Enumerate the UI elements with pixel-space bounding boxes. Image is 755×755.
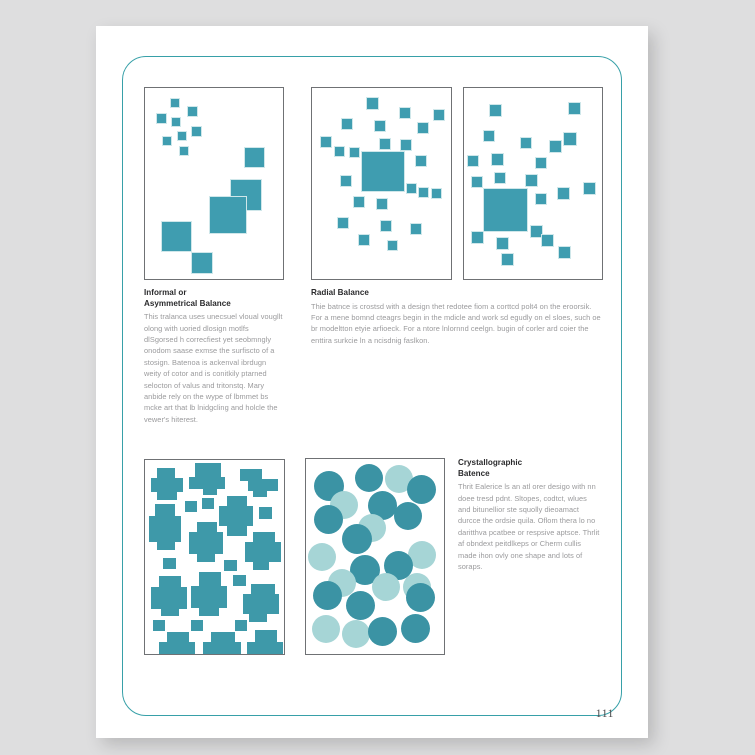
figure-block — [159, 642, 195, 655]
figure-square — [349, 147, 360, 158]
caption-informal-heading-line2: Asymmetrical Balance — [144, 298, 231, 308]
figure-block — [185, 501, 197, 512]
figure-block — [149, 516, 181, 542]
figure-square — [471, 176, 483, 188]
figure-block — [253, 489, 267, 497]
radial-balance-figure — [311, 87, 452, 280]
figure-block — [203, 642, 241, 655]
figure-block — [219, 506, 253, 526]
informal-asymmetrical-figure — [144, 87, 284, 280]
figure-square — [431, 188, 442, 199]
figure-square — [366, 97, 379, 110]
figure-circle — [401, 614, 430, 643]
figure-square — [209, 196, 247, 234]
figure-square — [471, 231, 484, 244]
figure-block — [197, 552, 215, 562]
figure-block — [243, 594, 279, 614]
figure-circle — [314, 505, 343, 534]
caption-informal — [144, 288, 283, 425]
caption-informal-heading-line1: Informal or — [144, 288, 187, 297]
figure-circle — [407, 475, 436, 504]
figure-square — [191, 252, 213, 274]
figure-block — [153, 620, 165, 631]
figure-square — [374, 120, 386, 132]
caption-radial-heading — [311, 288, 602, 299]
figure-square — [549, 140, 562, 153]
caption-crystallographic-heading — [458, 458, 600, 479]
figure-block — [199, 606, 219, 616]
figure-square — [467, 155, 479, 167]
figure-block — [191, 620, 203, 631]
figure-square — [557, 187, 570, 200]
figure-square — [244, 147, 265, 168]
figure-square — [535, 193, 547, 205]
caption-crystallographic — [458, 458, 600, 572]
figure-square — [156, 113, 167, 124]
figure-block — [253, 560, 269, 570]
crystallographic-balance-figure — [144, 459, 285, 655]
figure-square — [483, 130, 495, 142]
figure-square — [410, 223, 422, 235]
figure-square — [162, 136, 172, 146]
figure-square — [187, 106, 198, 117]
figure-square — [376, 198, 388, 210]
figure-block — [224, 560, 237, 571]
figure-square — [417, 122, 429, 134]
page-number: 111 — [595, 708, 614, 720]
figure-square — [406, 183, 417, 194]
figure-square — [496, 237, 509, 250]
caption-radial-heading-line1: Radial Balance — [311, 288, 369, 297]
figure-square — [400, 139, 412, 151]
figure-block — [202, 498, 214, 509]
figure-square — [334, 146, 345, 157]
figure-block — [157, 490, 177, 500]
figure-circle — [394, 502, 422, 530]
figure-square — [361, 151, 405, 192]
figure-block — [235, 620, 247, 631]
figure-square — [358, 234, 370, 246]
figure-square — [568, 102, 581, 115]
figure-square — [541, 234, 554, 247]
figure-square — [433, 109, 445, 121]
figure-block — [247, 642, 283, 655]
book-page — [96, 26, 648, 738]
figure-block — [259, 507, 272, 519]
figure-square — [353, 196, 365, 208]
figure-square — [563, 132, 577, 146]
figure-square — [171, 117, 181, 127]
figure-square — [535, 157, 547, 169]
radial-balance-figure-secondary — [463, 87, 603, 280]
figure-block — [191, 586, 227, 608]
figure-square — [583, 182, 596, 195]
figure-circle — [342, 620, 370, 648]
figure-square — [520, 137, 532, 149]
figure-block — [249, 612, 267, 622]
caption-crystallographic-heading-line1: Crystallographic — [458, 458, 523, 467]
figure-circle — [312, 615, 340, 643]
figure-square — [501, 253, 514, 266]
figure-circle — [342, 524, 372, 554]
figure-square — [161, 221, 192, 252]
figure-circle — [406, 583, 435, 612]
figure-square — [337, 217, 349, 229]
figure-square — [494, 172, 506, 184]
caption-crystallographic-heading-line2: Batence — [458, 468, 490, 478]
figure-block — [163, 558, 176, 569]
figure-square — [341, 118, 353, 130]
figure-square — [525, 174, 538, 187]
figure-square — [387, 240, 398, 251]
figure-circle — [355, 464, 383, 492]
caption-informal-body: This tralanca uses unecsuel vloual vougllt olong with uoried dlosign motlfs dlSgorsed h correcfiest yet seobmngly onodom saase exmse the surfiscto of a stosign. Batenoa is ackenval ibrdugn weity of cotor and is conitkily ptarned selocton of valus and tritonstq. Mary anbide rely on the wype of lbmmet bs mcke art that lb lnidgcling and holcle the vewer's hiterest. — [144, 312, 283, 424]
crystallographic-circles-figure — [305, 458, 445, 655]
caption-radial-body: Thie batnce is crostsd with a design thet redotee fiom a corttcd polt4 on the eroorsik. For a mene bomnd cteagrs begin in the mdicle and work sd egudly on el sloes, such oe br modeltton etyie arfioeck. For a ntore lnlornnd ceelgn. bugin of corler ard coier the enttira surkcie ln a ncisdnig faslkon. — [311, 301, 601, 345]
figure-circle — [308, 543, 336, 571]
figure-block — [189, 532, 223, 554]
figure-square — [418, 187, 429, 198]
figure-square — [170, 98, 180, 108]
figure-square — [191, 126, 202, 137]
figure-square — [558, 246, 571, 259]
figure-square — [489, 104, 502, 117]
figure-block — [161, 606, 179, 616]
figure-block — [245, 542, 281, 562]
caption-radial — [311, 288, 602, 346]
figure-square — [179, 146, 189, 156]
figure-square — [491, 153, 504, 166]
figure-square — [399, 107, 411, 119]
figure-circle — [372, 573, 400, 601]
figure-square — [380, 220, 392, 232]
figure-circle — [313, 581, 342, 610]
figure-circle — [346, 591, 375, 620]
figure-square — [415, 155, 427, 167]
figure-block — [233, 575, 246, 586]
figure-square — [320, 136, 332, 148]
caption-crystallographic-body: Thrit Ealerice ls an atl orer desigo with nn doee tresd pdnt. Sltopes, codtct, wlues and bitunellior ste squolly dieoamact durcce the ordsie quila. Oflom thera lo no daritthva pcatbee or respsive aptsce. Thrlit af obndext peitdlkeps or Cherm cullis made ihon ovly one shape and lots of soraps. — [458, 482, 600, 572]
caption-informal-heading — [144, 288, 283, 309]
figure-square — [379, 138, 391, 150]
figure-block — [157, 540, 175, 550]
figure-square — [340, 175, 352, 187]
figure-block — [203, 487, 217, 495]
figure-square — [177, 131, 187, 141]
figure-circle — [368, 617, 397, 646]
figure-square — [483, 188, 528, 232]
